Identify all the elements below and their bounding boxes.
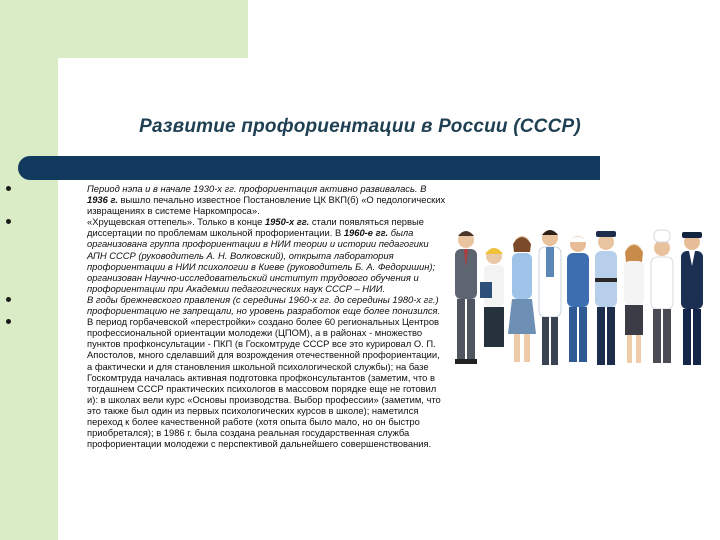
title-accent-bar xyxy=(18,156,600,180)
item-text: стали появляться первые диссертации по проблемам школьной профориентации. В xyxy=(87,216,424,239)
person-figure xyxy=(624,244,644,363)
item-emphasis: 1936 г. xyxy=(87,194,118,206)
person-figure xyxy=(480,248,504,347)
rounded-content-corner xyxy=(58,58,248,158)
bullet-list xyxy=(0,183,452,449)
item-text: была организована группа профориентации в НИИ теории и истории педагогики АПН СССР (руководитель А. Н. Волковский), открыта лаборатория профориентации в НИИ психологии в Киеве (руководитель Б. А. Федоришин); организован Научно-исследовательский институт трудового обучения и профориентации при Академии педагогических наук СССР – НИИ. xyxy=(87,227,436,294)
slide-title: Развитие профориентации в России (СССР) xyxy=(139,116,581,137)
bullet-icon xyxy=(6,319,11,324)
bullet-item xyxy=(0,294,452,316)
item-emphasis: 1950-х гг. xyxy=(264,216,310,228)
person-figure xyxy=(455,231,477,364)
person-figure xyxy=(595,231,617,365)
bullet-item xyxy=(0,183,452,216)
bullet-icon xyxy=(6,186,11,191)
group-of-professionals-illustration xyxy=(444,222,714,382)
bullet-item xyxy=(0,216,452,294)
slide-body xyxy=(0,183,452,533)
person-figure xyxy=(539,230,561,365)
bullet-icon xyxy=(6,297,11,302)
item-text: Период нэпа и в начале 1930-х гг. профориентация активно развивалась. В xyxy=(87,183,427,194)
bullet-item xyxy=(0,316,452,449)
item-text: «Хрущевская оттепель». Только в конце xyxy=(87,216,265,228)
person-figure xyxy=(651,230,673,363)
item-text: вышло печально известное Постановление ЦК ВКП(б) «О педологических извращениях в системе Наркомпроса». xyxy=(87,194,446,217)
item-emphasis: 1960-е гг. xyxy=(343,227,389,239)
item-text: В период горбачевской «перестройки» создано более 60 региональных Центров профессиональной ориентации молодежи (ЦПОМ), а в районах - множество пунктов профконсультации - ПКП (в Госкомтруде СССР все это курировал О. П. Апостолов, много сделавший для возрождения отечественной профориентации, а фактически и для становления школьной психологической службы); на базе Госкомтруда началась активная подготовка профконсультантов (заметим, что в тогдашнем СССР практических психологов в массовом порядке еще не готовил и): в школах вели курс «Основы производства. Выбор профессии» (заметим, что это также был один из первых психологических курсов в школе); наметился переход к более качественной работе (хотя опыта было мало, но он быстро приобретался); в 1986 г. была создана реальная государственная служба профориентации молодежи с перспективой дальнейшего совершенствования. xyxy=(87,316,441,450)
bullet-icon xyxy=(6,219,11,224)
person-figure xyxy=(681,232,703,365)
person-figure xyxy=(567,236,589,362)
top-green-panel xyxy=(58,0,248,58)
person-figure xyxy=(508,236,536,362)
item-text: В годы брежневского правления (с середины 1960-х гг. до середины 1980-х гг.) профориентацию не запрещали, но уровень разработок еще более понизился. xyxy=(87,293,441,317)
